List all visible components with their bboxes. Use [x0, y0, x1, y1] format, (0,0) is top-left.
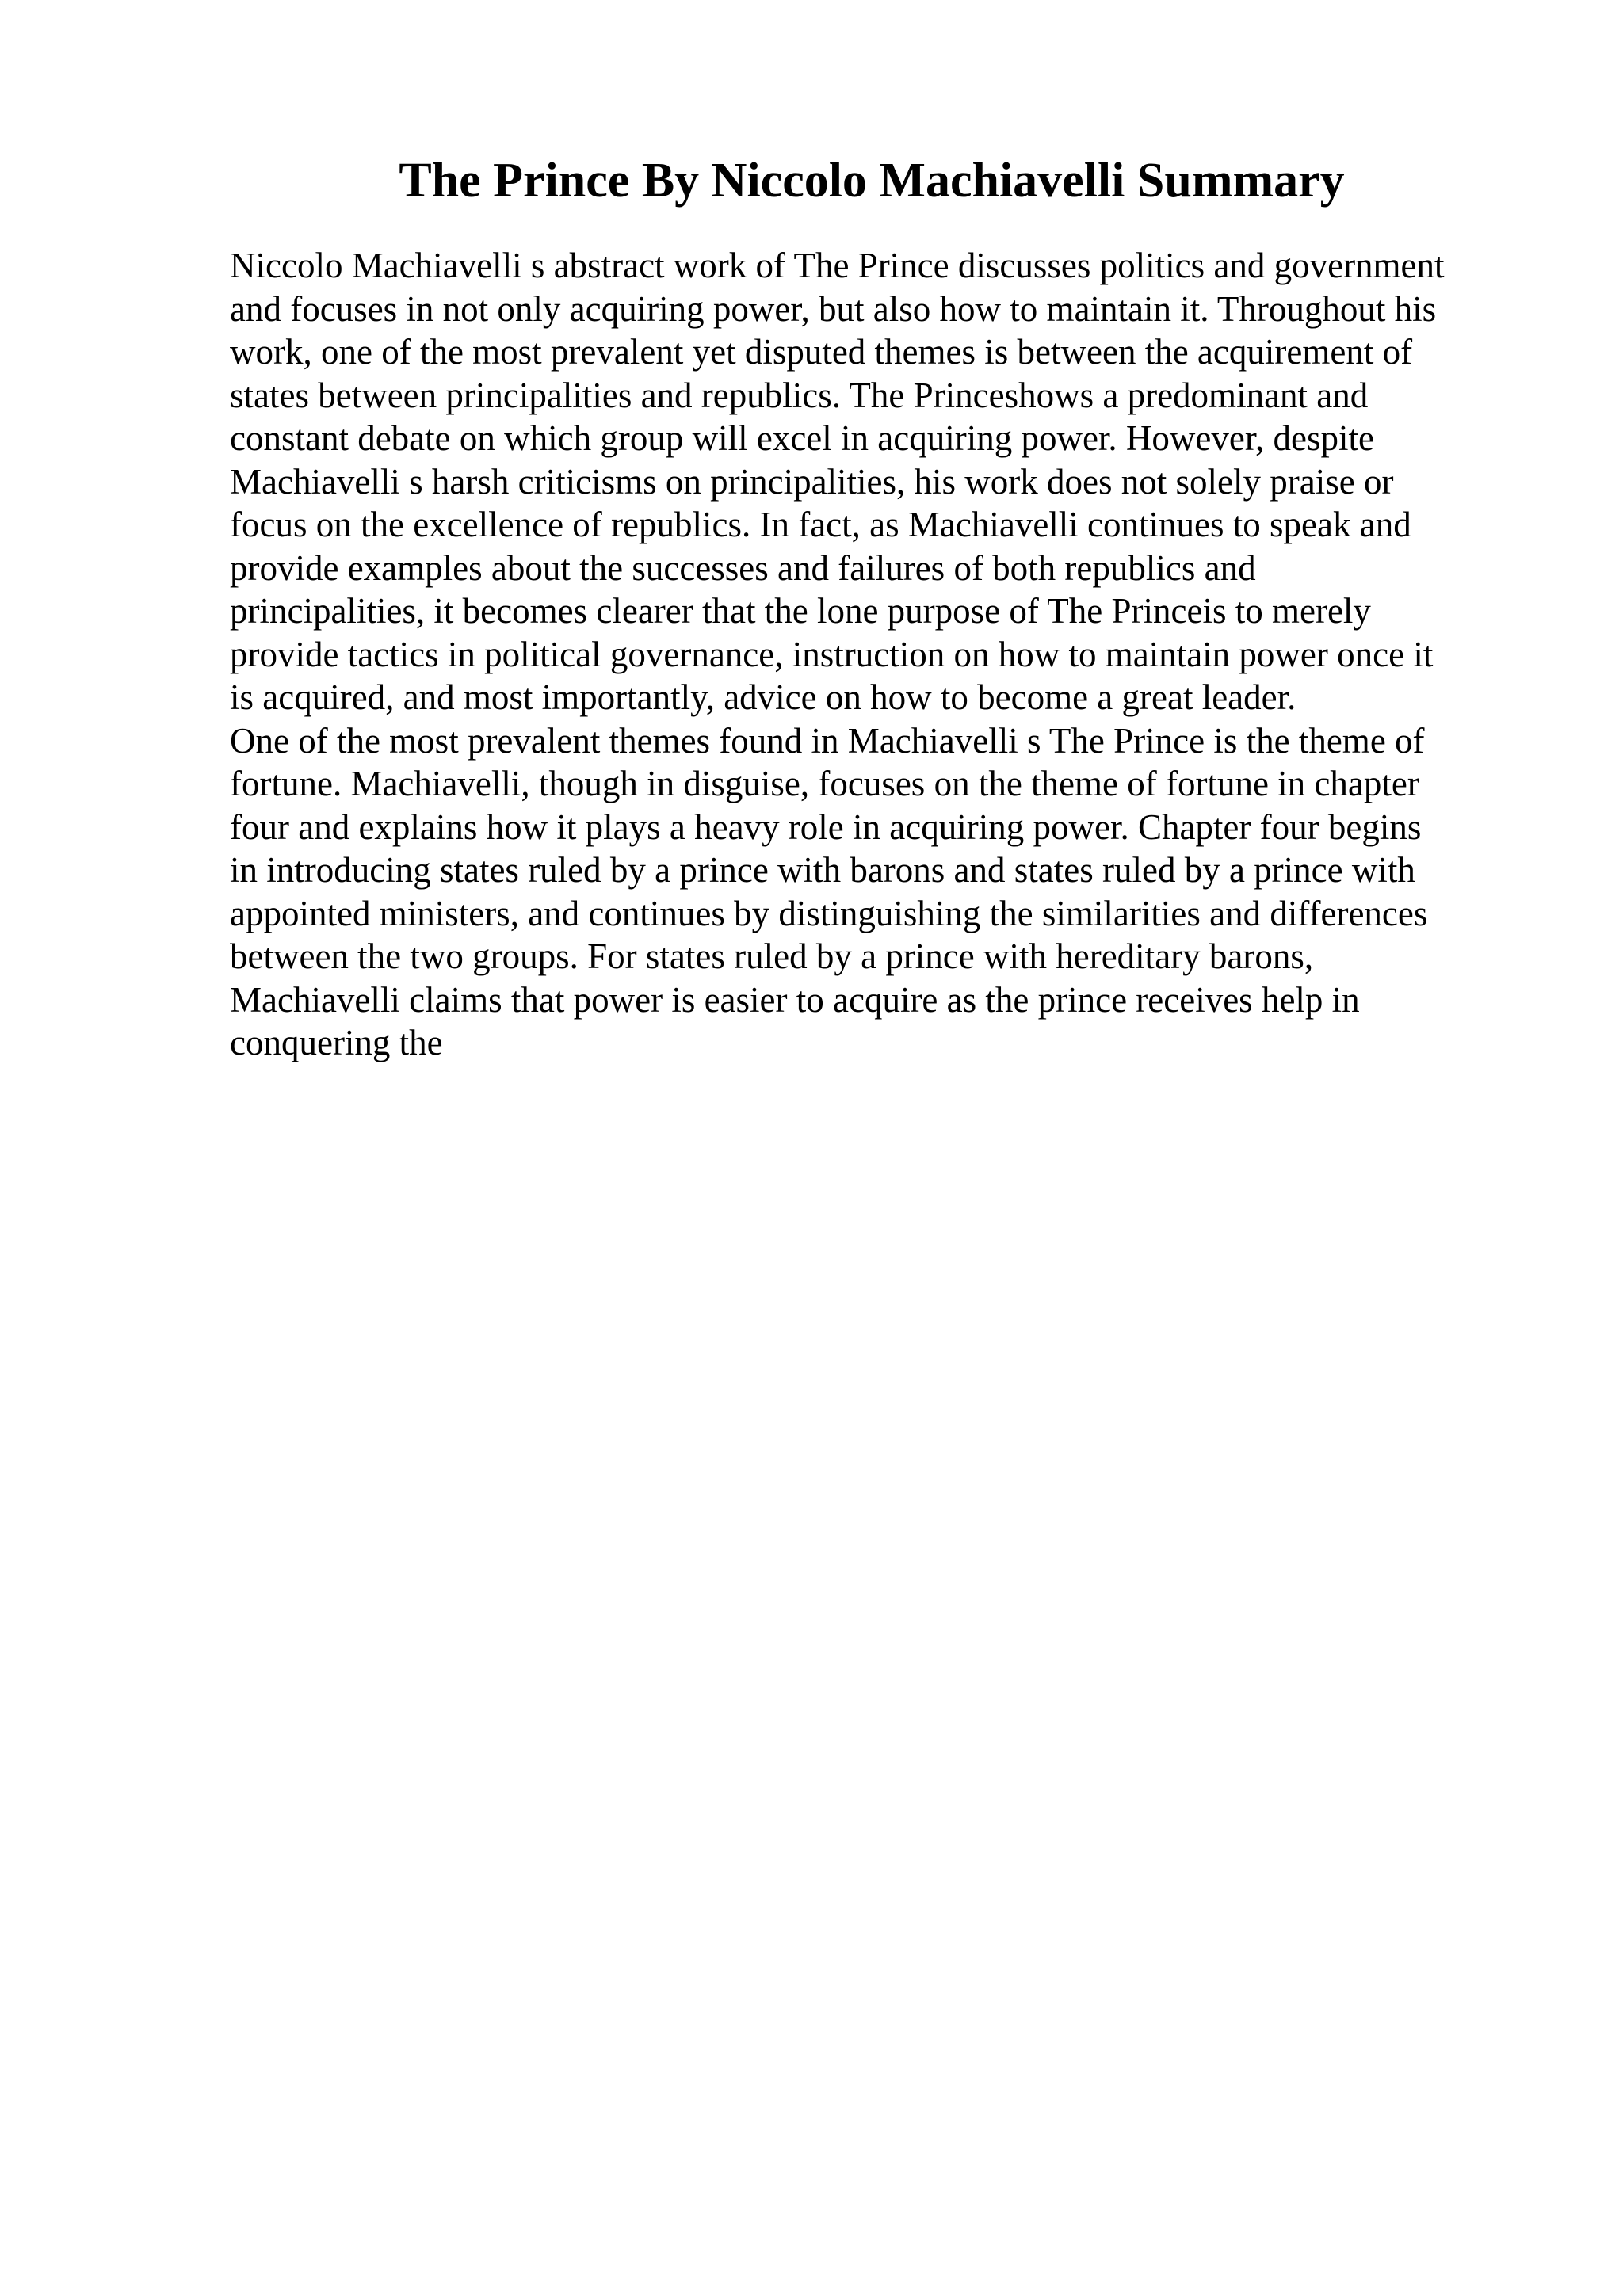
document-body: [230, 244, 1529, 1065]
text-line: between the two groups. For states ruled by a prince with hereditary barons,: [230, 936, 1314, 976]
document-title: The Prince By Niccolo Machiavelli Summary: [399, 154, 1345, 208]
text-line: work, one of the most prevalent yet disputed themes is between the acquirement of: [230, 332, 1413, 372]
text-line: Machiavelli s harsh criticisms on principalities, his work does not solely praise or: [230, 461, 1394, 502]
text-line: Niccolo Machiavelli s abstract work of The Prince discusses politics and government: [230, 246, 1445, 285]
text-line: One of the most prevalent themes found in Machiavelli s The Prince is the theme of: [230, 720, 1425, 761]
text-line: provide examples about the successes and failures of both republics and: [230, 547, 1256, 588]
text-line: principalities, it becomes clearer that the lone purpose of The Princeis to merely: [230, 591, 1371, 631]
text-line: and focuses in not only acquiring power, but also how to maintain it. Throughout his: [230, 288, 1437, 329]
text-line: conquering the: [230, 1023, 443, 1062]
text-line: four and explains how it plays a heavy role in acquiring power. Chapter four begins: [230, 807, 1422, 847]
text-line: fortune. Machiavelli, though in disguise, focuses on the theme of fortune in chapter: [230, 764, 1419, 803]
text-line: constant debate on which group will excel in acquiring power. However, despite: [230, 418, 1375, 458]
text-line: focus on the excellence of republics. In fact, as Machiavelli continues to speak and: [230, 505, 1411, 544]
text-line: appointed ministers, and continues by distinguishing the similarities and differences: [230, 893, 1428, 933]
text-line: is acquired, and most importantly, advice on how to become a great leader.: [230, 677, 1296, 717]
text-line: states between principalities and republics. The Princeshows a predominant and: [230, 375, 1369, 415]
text-line: provide tactics in political governance, instruction on how to maintain power once it: [230, 634, 1434, 674]
text-line: in introducing states ruled by a prince with barons and states ruled by a prince with: [230, 850, 1415, 890]
text-line: Machiavelli claims that power is easier to acquire as the prince receives help in: [230, 979, 1360, 1020]
